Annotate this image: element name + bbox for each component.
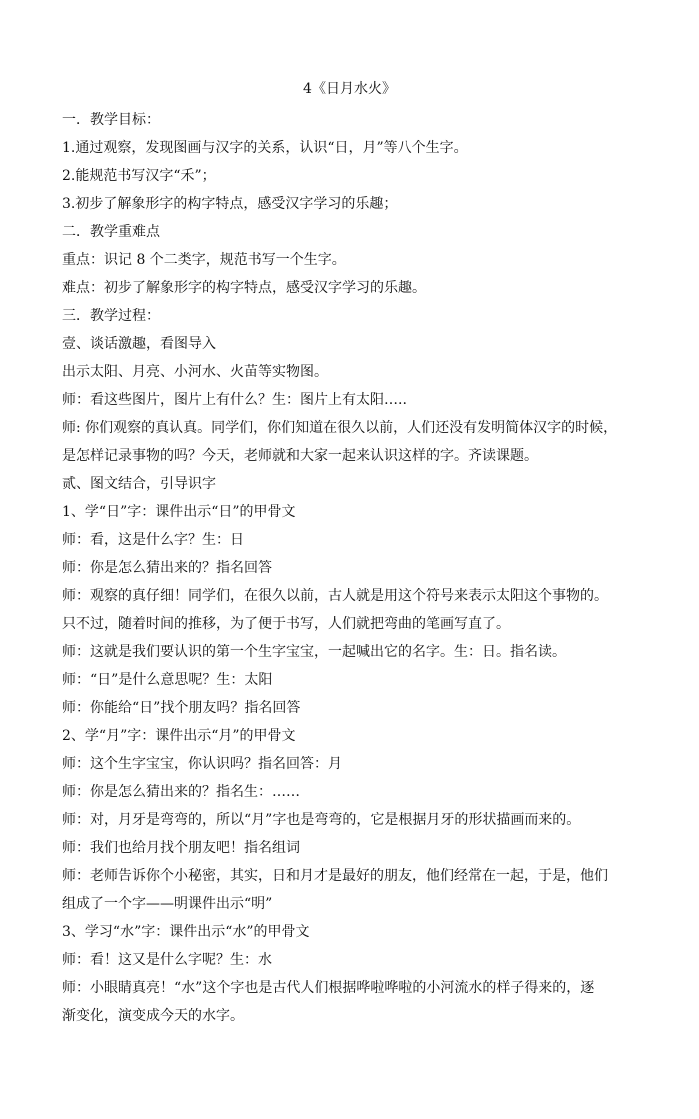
body-line: 是怎样记录事物的吗？今天，老师就和大家一起来认识这样的字。齐读课题。 — [62, 448, 538, 464]
objective-item: 1.通过观察，发现图画与汉字的关系，认识“日，月”等八个生字。 — [62, 140, 468, 156]
objective-item: 3.初步了解象形字的构字特点，感受汉字学习的乐趣； — [62, 196, 398, 212]
section-heading-key-points: 二．教学重难点 — [62, 224, 160, 240]
body-line: 组成了一个字——明课件出示“明” — [62, 896, 273, 912]
section-heading-objectives: 一．教学目标： — [62, 112, 160, 128]
sub-step-heading: 2、学“月”字：课件出示“月”的甲骨文 — [62, 728, 296, 744]
objective-item: 2.能规范书写汉字“禾”； — [62, 168, 216, 184]
document-title: 4《日月水火》 — [303, 81, 396, 97]
body-line: 师：观察的真仔细！同学们，在很久以前，古人就是用这个符号来表示太阳这个事物的。 — [62, 588, 608, 604]
sub-step-heading: 1、学“日”字：课件出示“日”的甲骨文 — [62, 504, 296, 520]
body-line: 师：看！这又是什么字呢？生：水 — [62, 952, 272, 968]
section-heading-process: 三．教学过程： — [62, 308, 160, 324]
body-line: 师：你能给“日”找个朋友吗？指名回答 — [62, 700, 301, 716]
body-line: 师：看这些图片，图片上有什么？生：图片上有太阳….. — [62, 392, 407, 408]
body-line: 师：这个生字宝宝，你认识吗？指名回答：月 — [62, 756, 342, 772]
body-line: 师：老师告诉你个小秘密，其实，日和月才是最好的朋友，他们经常在一起，于是，他们 — [62, 868, 608, 884]
body-line: 师：你是怎么猜出来的？指名回答 — [62, 560, 272, 576]
document-body — [62, 106, 640, 1030]
step-heading: 壹、谈话激趣，看图导入 — [62, 336, 216, 352]
body-line: 师：“日”是什么意思呢？生：太阳 — [62, 672, 273, 688]
body-line: 渐变化，演变成今天的水字。 — [62, 1008, 244, 1024]
sub-step-heading: 3、学习“水”字：课件出示“水”的甲骨文 — [62, 924, 310, 940]
body-line: 师：你是怎么猜出来的？指名生：…… — [62, 784, 300, 800]
body-line: 出示太阳、月亮、小河水、火苗等实物图。 — [62, 364, 328, 380]
body-line: 师：小眼睛真亮！“水”这个字也是古代人们根据哗啦哗啦的小河流水的样子得来的，逐 — [62, 980, 595, 996]
body-line: 师: 你们观察的真认真。同学们，你们知道在很久以前，人们还没有发明简体汉字的时候， — [62, 420, 618, 436]
body-line: 师：这就是我们要认识的第一个生字宝宝，一起喊出它的名字。生：日。指名读。 — [62, 644, 566, 660]
key-point-line: 重点：识记 8 个二类字，规范书写一个生字。 — [62, 252, 346, 268]
body-line: 师：对，月牙是弯弯的，所以“月”字也是弯弯的，它是根据月牙的形状描画而来的。 — [62, 812, 581, 828]
body-line: 师：看，这是什么字？生：日 — [62, 532, 244, 548]
difficulty-line: 难点：初步了解象形字的构字特点，感受汉字学习的乐趣。 — [62, 280, 426, 296]
body-line: 师：我们也给月找个朋友吧！指名组词 — [62, 840, 300, 856]
body-line: 只不过，随着时间的推移，为了便于书写，人们就把弯曲的笔画写直了。 — [62, 616, 510, 632]
step-heading: 贰、图文结合，引导识字 — [62, 476, 216, 492]
